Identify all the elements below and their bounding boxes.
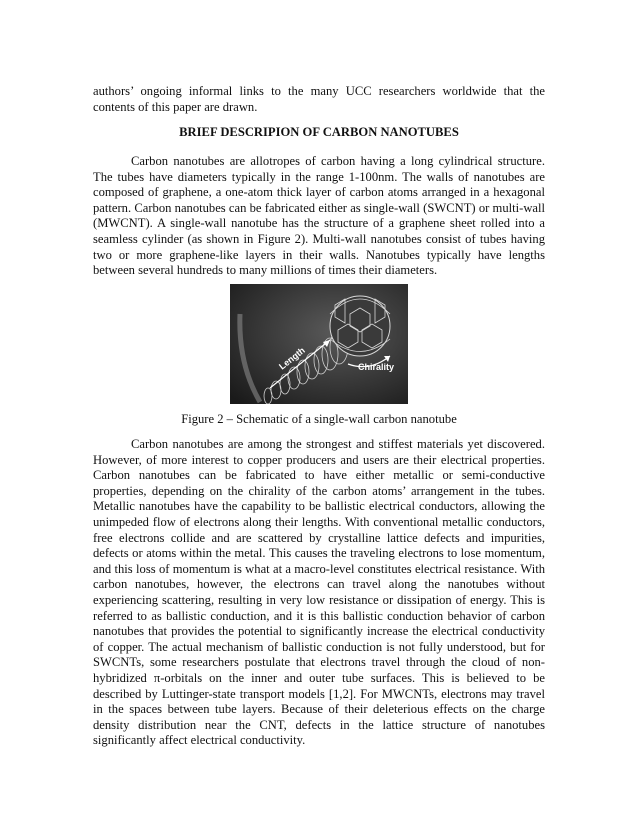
intro-paragraph [93,84,545,115]
paragraph-1: Carbon nanotubes are allotropes of carbon having a long cylindrical structure. The tubes have diameters typically in the range 1-100nm. The walls of nanotubes are composed of graphene, a one-atom thick layer of carbon atoms arranged in a hexagonal pattern. Carbon nanotubes can be fabricated either as single-wall (SWCNT) or multi-wall (MWCNT). A single-wall nanotube has the structure of a graphene sheet rolled into a seamless cylinder (as shown in Figure 2). Multi-wall nanotubes consist of tubes having two or more graphene-like layers in their walls. Nanotubes typically have lengths between several hundreds to many millions of times their diameters. [93,154,545,278]
intro-text: authors’ ongoing informal links to the many UCC researchers worldwide that the contents of this paper are drawn. [93,84,545,114]
length-label: Length [277,345,307,372]
figure-caption: Figure 2 – Schematic of a single-wall carbon nanotube [181,412,457,426]
paragraph-2: Carbon nanotubes are among the strongest and stiffest materials yet discovered. However, of more interest to copper producers and users are their electrical properties. Carbon nanotubes can be fabricated to have either metallic or semi-conductive properties, depending on the chirality of the carbon atoms’ arrangement in the tubes. Metallic nanotubes have the capability to be ballistic electrical conductors, allowing the unimpeded flow of electrons along their lengths. With conventional metallic conductors, free electrons collide and are scattered by crystalline lattice defects and impurities, defects or atoms within the metal. This causes the traveling electrons to lose momentum, and this loss of momentum is what at a macro-level constitutes electrical resistance. With carbon nanotubes, however, the electrons can travel along the nanotubes without experiencing scattering, resulting in very low resistance or dissipation of energy. This is referred to as ballistic conduction, and it is this ballistic conduction behavior of carbon nanotubes that provides the potential to significantly increase the electrical conductivity of copper. The actual mechanism of ballistic conduction is not fully understood, but for SWCNTs, some researchers postulate that electrons travel through the cloud of non-hybridized π-orbitals on the inner and outer tube surfaces. This is believed to be described by Luttinger-state transport models [1,2]. For MWCNTs, electrons may travel in the spaces between tube layers. Because of their deleterious effects on the charge density distribution near the CNT, defects in the lattice structure of nanotubes significantly affect electrical conductivity. [93,437,545,748]
chirality-label: Chirality [358,362,395,372]
nanotube-figure [230,284,408,404]
nanotube-cap [330,296,390,356]
section-heading: BRIEF DESCRIPION OF CARBON NANOTUBES [179,125,459,139]
